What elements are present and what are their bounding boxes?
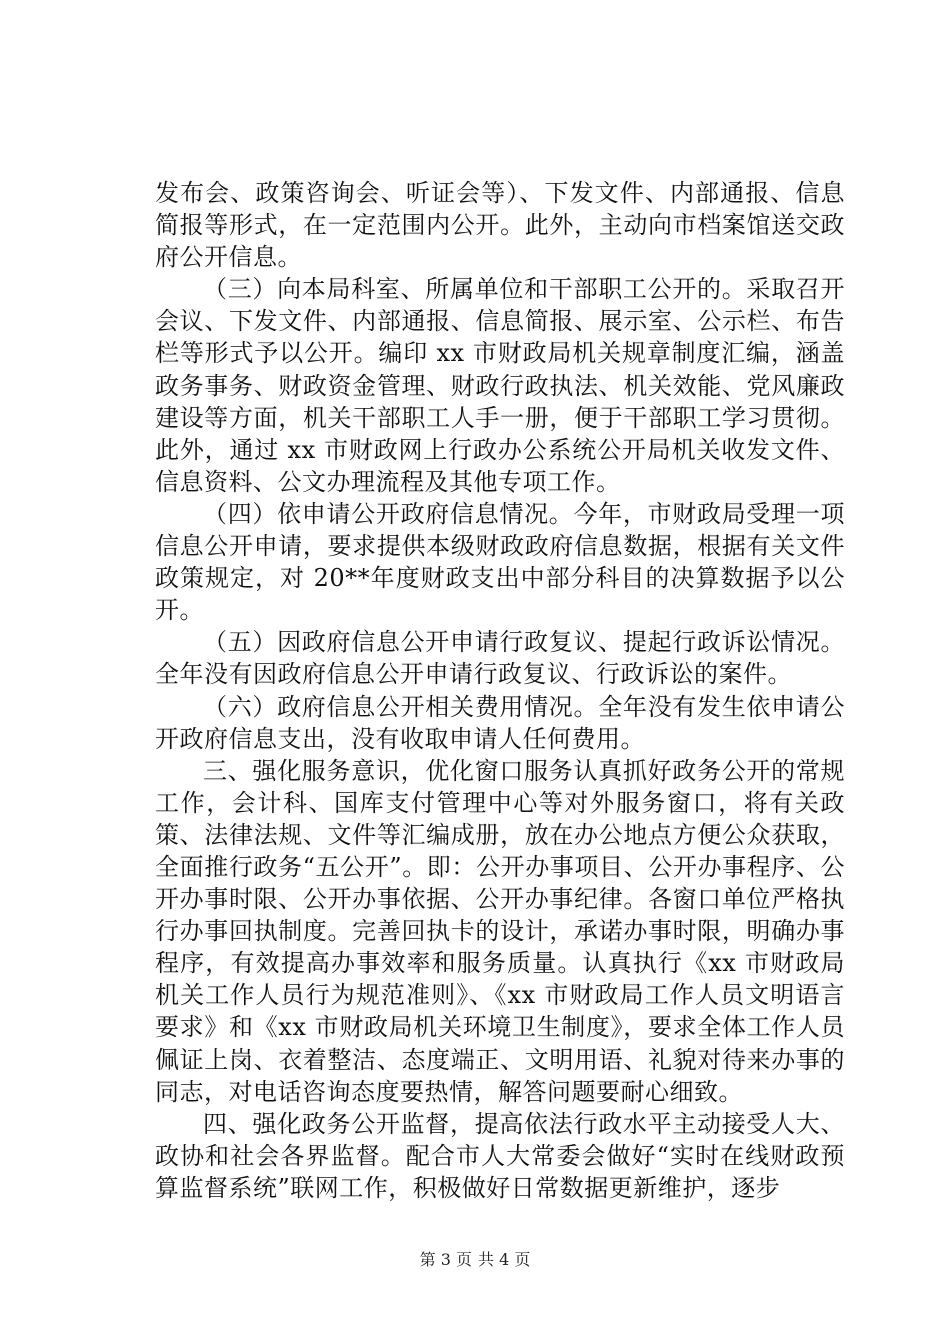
page-footer <box>0 1247 950 1270</box>
paragraph-1: 发布会、政策咨询会、听证会等）、下发文件、内部通报、信息简报等形式，在一定范围内公开。此外，主动向市档案馆送交政府公开信息。 <box>155 179 845 272</box>
paragraph-4: （五）因政府信息公开申请行政复议、提起行政诉讼情况。全年没有因政府信息公开申请行政复议、行政诉讼的案件。 <box>155 628 845 689</box>
page-total: 共 4 页 <box>478 1250 531 1269</box>
page-number: 第 3 页 <box>419 1250 472 1269</box>
paragraph-3: （四）依申请公开政府信息情况。今年，市财政局受理一项信息公开申请，要求提供本级财政政府信息数据，根据有关文件政策规定，对 20**年度财政支出中部分科目的决算数据予以公开。 <box>155 499 845 625</box>
paragraph-6: 三、强化服务意识，优化窗口服务认真抓好政务公开的常规工作，会计科、国库支付管理中心等对外服务窗口，将有关政策、法律法规、文件等汇编成册，放在办公地点方便公众获取，全面推行政务“五公开”。即：公开办事项目、公开办事程序、公开办事时限、公开办事依据、公开办事纪律。各窗口单位严格执行办事回执制度。完善回执卡的设计，承诺办事时限，明确办事程序，有效提高办事效率和服务质量。认真执行《xx 市财政局机关工作人员行为规范准则》、《xx 市财政局工作人员文明语言要求》和《xx 市财政局机关环境卫生制度》，要求全体工作人员佩证上岗、衣着整洁、态度端正、文明用语、礼貌对待来办事的同志，对电话咨询态度要热情，解答问题要耐心细致。 <box>155 756 845 1106</box>
document-body <box>155 177 845 1204</box>
paragraph-2: （三）向本局科室、所属单位和干部职工公开的。采取召开会议、下发文件、内部通报、信息简报、展示室、公示栏、布告栏等形式予以公开。编印 xx 市财政局机关规章制度汇编，涵盖政务事务、财政资金管理、财政行政执法、机关效能、党风廉政建设等方面，机关干部职工人手一册，便于干部职工学习贯彻。此外，通过 xx 市财政网上行政办公系统公开局机关收发文件、信息资料、公文办理流程及其他专项工作。 <box>155 275 845 496</box>
paragraph-7: 四、强化政务公开监督，提高依法行政水平主动接受人大、政协和社会各界监督。配合市人大常委会做好“实时在线财政预算监督系统”联网工作，积极做好日常数据更新维护，逐步 <box>155 1109 845 1202</box>
paragraph-5: （六）政府信息公开相关费用情况。全年没有发生依申请公开政府信息支出，没有收取申请人任何费用。 <box>155 692 845 753</box>
